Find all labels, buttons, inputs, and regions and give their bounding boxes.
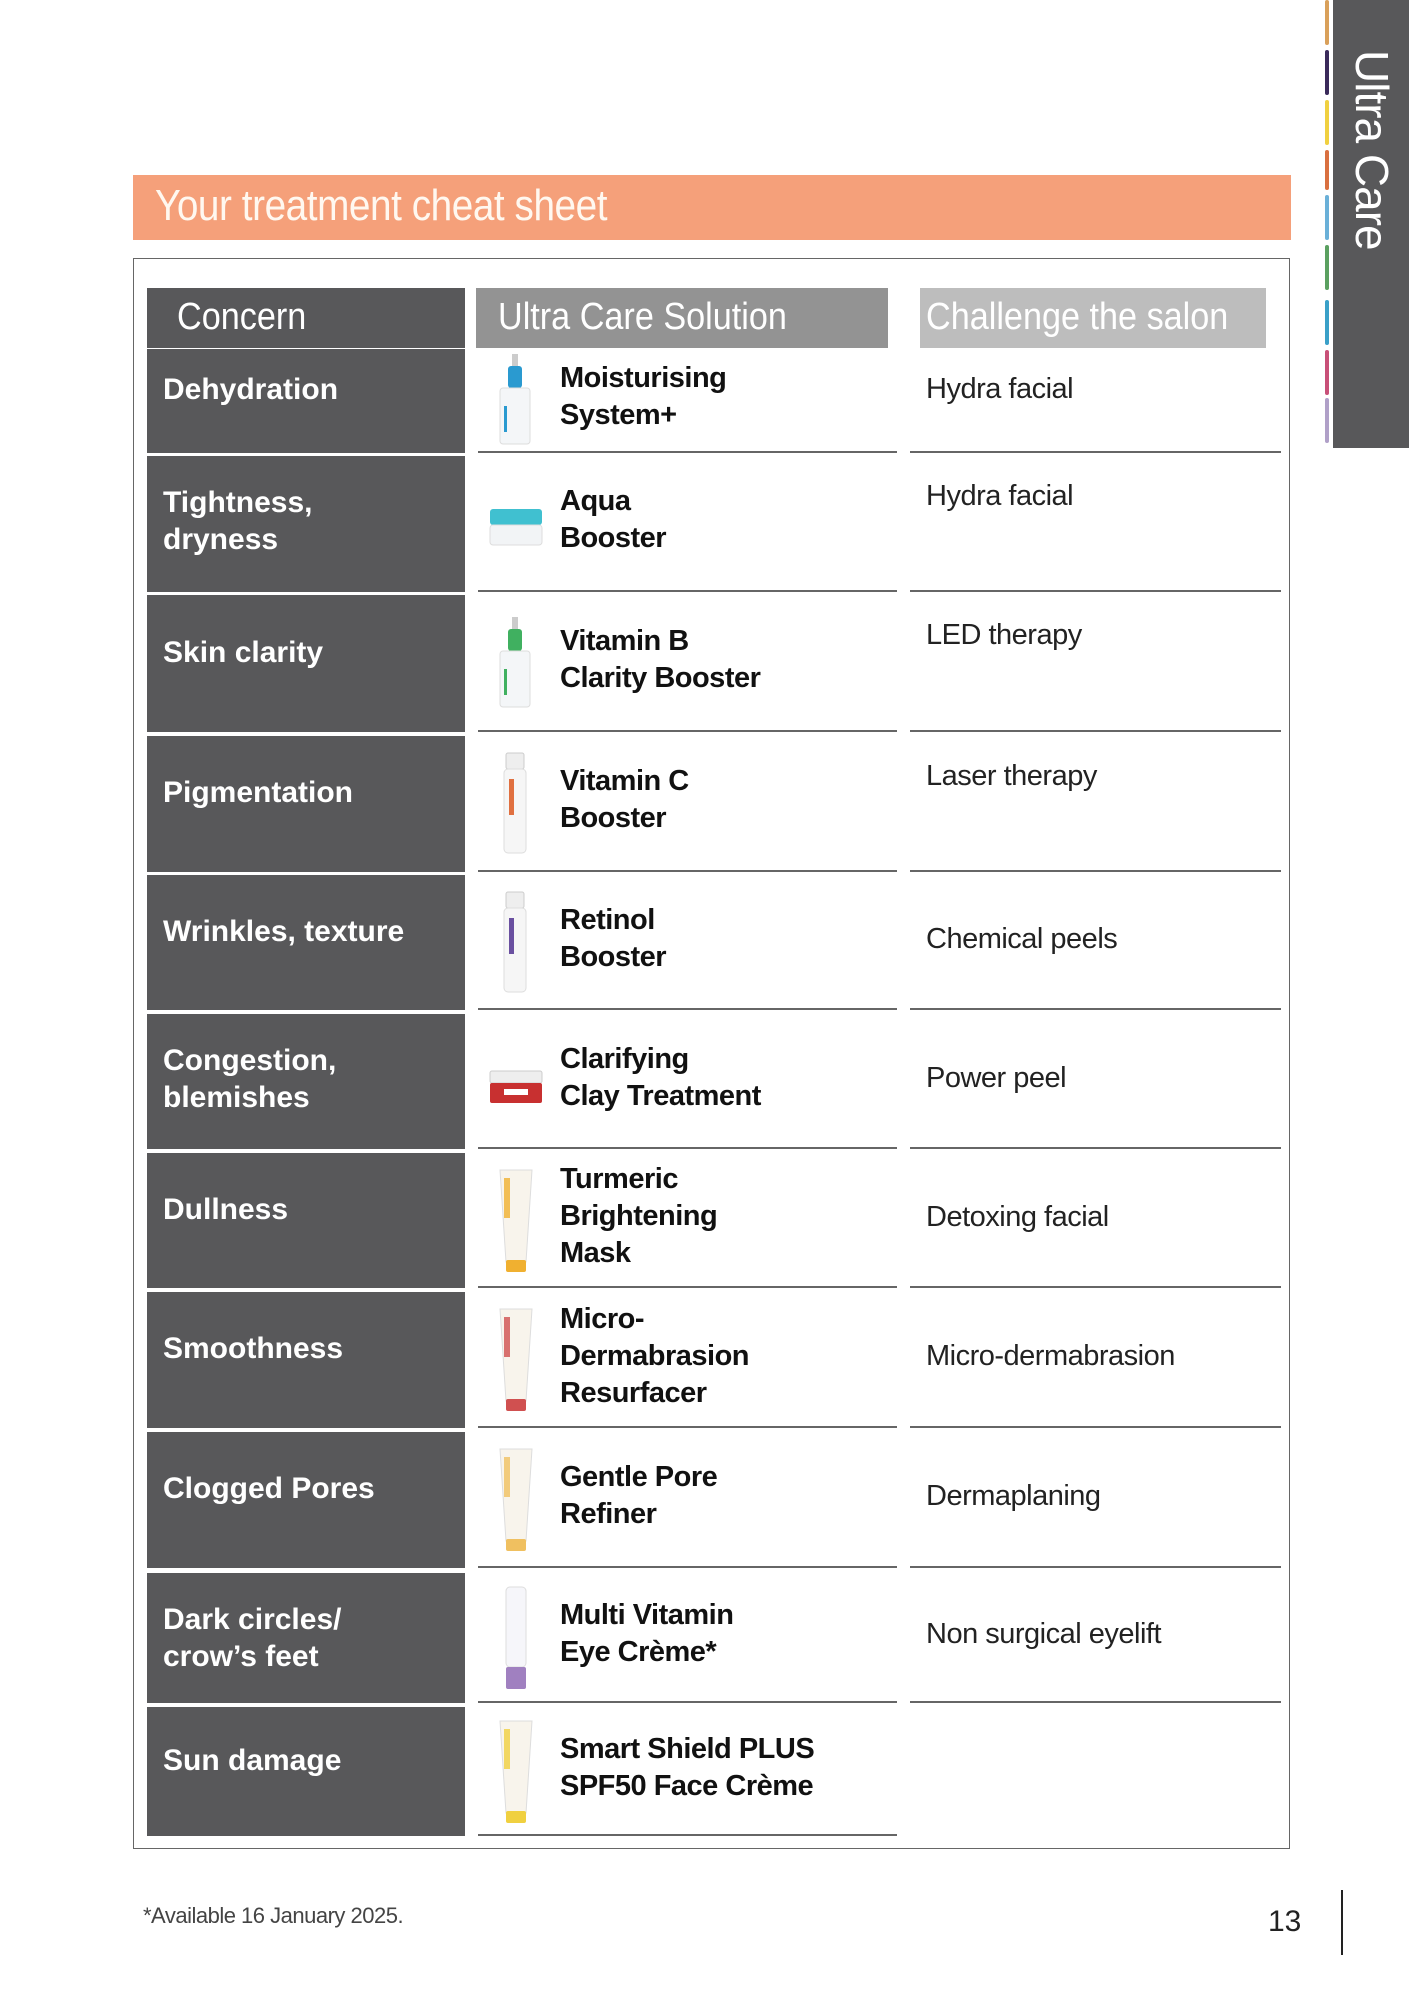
concern-cell bbox=[147, 1432, 465, 1568]
header-challenge bbox=[920, 288, 1266, 348]
header-concern bbox=[147, 288, 465, 348]
tube-icon bbox=[486, 1166, 546, 1281]
challenge-label: Laser therapy bbox=[926, 760, 1097, 792]
concern-cell bbox=[147, 1014, 465, 1149]
solution-name: Clarifying Clay Treatment bbox=[560, 1042, 761, 1112]
tab-color-stripe bbox=[1325, 150, 1329, 190]
challenge-cell bbox=[910, 349, 1281, 453]
solution-name: Vitamin C Booster bbox=[560, 765, 689, 834]
solution-cell bbox=[478, 1292, 897, 1428]
concern-label: Wrinkles, texture bbox=[163, 914, 405, 948]
tab-color-stripe bbox=[1325, 100, 1329, 145]
pump-bottle-icon bbox=[486, 749, 546, 864]
tab-color-stripe bbox=[1325, 50, 1329, 95]
header-concern-label: Concern bbox=[177, 296, 307, 338]
pump-bottle-icon bbox=[486, 888, 546, 1003]
tube-icon bbox=[486, 1305, 546, 1420]
challenge-cell bbox=[910, 875, 1281, 1010]
concern-cell bbox=[147, 595, 465, 732]
solution-cell bbox=[478, 736, 897, 872]
section-tab-label: Ultra Care bbox=[1346, 50, 1398, 250]
challenge-cell bbox=[910, 1153, 1281, 1288]
tube-icon bbox=[486, 1717, 546, 1832]
solution-name: Gentle Pore Refiner bbox=[560, 1461, 718, 1530]
challenge-cell bbox=[910, 1707, 1281, 1836]
tab-color-stripe bbox=[1325, 350, 1329, 395]
solution-name: Vitamin B Clarity Booster bbox=[560, 624, 761, 694]
challenge-label: Dermaplaning bbox=[926, 1480, 1101, 1512]
challenge-cell bbox=[910, 456, 1281, 592]
footnote: *Available 16 January 2025. bbox=[143, 1903, 404, 1928]
concern-cell bbox=[147, 875, 465, 1010]
challenge-label: Hydra facial bbox=[926, 480, 1074, 512]
serum-bottle-icon bbox=[486, 609, 546, 724]
challenge-label: Chemical peels bbox=[926, 922, 1118, 955]
page-number: 13 bbox=[1268, 1905, 1302, 1938]
solution-cell bbox=[478, 595, 897, 732]
concern-cell bbox=[147, 1573, 465, 1703]
solution-cell bbox=[478, 349, 897, 453]
challenge-cell bbox=[910, 736, 1281, 872]
page-divider bbox=[1341, 1890, 1343, 1955]
challenge-label: Non surgical eyelift bbox=[926, 1618, 1161, 1650]
header-solution-label: Ultra Care Solution bbox=[498, 296, 787, 338]
solution-cell bbox=[478, 1014, 897, 1149]
serum-bottle-icon bbox=[486, 346, 546, 461]
solution-name: Smart Shield PLUS SPF50 Face Crème bbox=[560, 1732, 815, 1802]
challenge-cell bbox=[910, 1014, 1281, 1149]
page-title: Your treatment cheat sheet bbox=[155, 181, 608, 230]
solution-name: Aqua Booster bbox=[560, 485, 667, 554]
challenge-cell bbox=[910, 1292, 1281, 1428]
solution-name: Micro- Dermabrasion Resurfacer bbox=[560, 1302, 750, 1409]
concern-label: Clogged Pores bbox=[163, 1472, 375, 1505]
tab-color-stripe bbox=[1325, 0, 1329, 45]
concern-cell bbox=[147, 456, 465, 592]
header-solution bbox=[476, 288, 888, 348]
title-banner bbox=[133, 175, 1291, 240]
concern-cell bbox=[147, 349, 465, 453]
cream-jar-icon bbox=[486, 469, 546, 584]
concern-label: Dehydration bbox=[163, 373, 339, 406]
concern-label: Dark circles/ crow’s feet bbox=[163, 1603, 342, 1673]
challenge-cell bbox=[910, 1432, 1281, 1568]
concern-label: Tightness, dryness bbox=[163, 486, 313, 556]
solution-cell bbox=[478, 1707, 897, 1836]
concern-cell bbox=[147, 736, 465, 872]
concern-cell bbox=[147, 1707, 465, 1836]
tab-color-stripe bbox=[1325, 195, 1329, 240]
solution-cell bbox=[478, 1432, 897, 1568]
solution-name: Retinol Booster bbox=[560, 903, 667, 973]
challenge-label: Micro-dermabrasion bbox=[926, 1340, 1175, 1372]
concern-cell bbox=[147, 1292, 465, 1428]
concern-label: Smoothness bbox=[163, 1332, 344, 1365]
solution-cell bbox=[478, 875, 897, 1010]
solution-name: Multi Vitamin Eye Crème* bbox=[560, 1599, 734, 1668]
challenge-label: LED therapy bbox=[926, 619, 1082, 651]
concern-cell bbox=[147, 1153, 465, 1288]
tab-color-stripe bbox=[1325, 300, 1329, 345]
tab-color-stripe bbox=[1325, 398, 1329, 443]
concern-label: Congestion, blemishes bbox=[163, 1044, 337, 1114]
concern-label: Skin clarity bbox=[163, 635, 324, 669]
header-challenge-label: Challenge the salon bbox=[926, 296, 1229, 338]
eye-cream-tube-icon bbox=[486, 1583, 546, 1698]
tab-color-stripe bbox=[1325, 245, 1329, 290]
challenge-label: Power peel bbox=[926, 1061, 1067, 1094]
clay-jar-icon bbox=[486, 1027, 546, 1142]
challenge-cell bbox=[910, 1573, 1281, 1703]
solution-cell bbox=[478, 456, 897, 592]
concern-label: Pigmentation bbox=[163, 776, 354, 809]
challenge-cell bbox=[910, 595, 1281, 732]
solution-cell bbox=[478, 1573, 897, 1703]
challenge-label: Detoxing facial bbox=[926, 1200, 1109, 1233]
solution-name: Turmeric Brightening Mask bbox=[560, 1163, 718, 1269]
challenge-label: Hydra facial bbox=[926, 373, 1074, 405]
solution-cell bbox=[478, 1153, 897, 1288]
solution-name: Moisturising System+ bbox=[560, 362, 727, 431]
tube-icon bbox=[486, 1445, 546, 1560]
concern-label: Sun damage bbox=[163, 1743, 342, 1777]
concern-label: Dullness bbox=[163, 1192, 289, 1226]
